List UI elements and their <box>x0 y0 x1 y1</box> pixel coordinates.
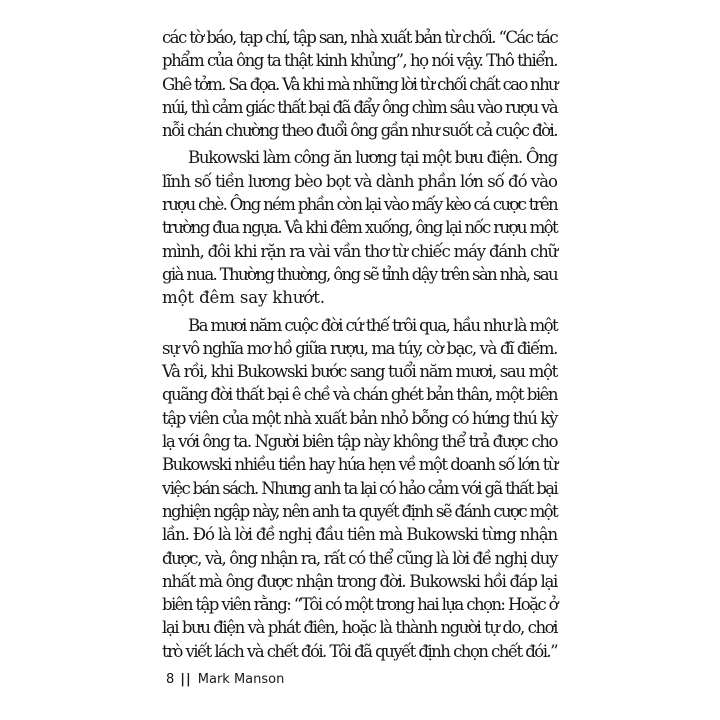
paragraph-2 <box>162 146 557 309</box>
footer-separator: || <box>180 672 192 687</box>
author-name: Mark Manson <box>197 672 285 687</box>
text-line: nhất mà ông được nhận trong đời. Bukowski hồi đáp lại <box>162 571 557 591</box>
text-line: rượu chè. Ông ném phần còn lại vào mấy kèo cá cược trên <box>162 195 557 215</box>
text-line: lĩnh số tiền lương bèo bọt và dành phần lớn số đó vào <box>162 171 557 191</box>
text-line: Ghê tởm. Sa đọa. Và khi mà những lời từ chối chất cao như <box>162 74 557 94</box>
text-line: lần. Đó là lời đề nghị đầu tiên mà Bukowski từng nhận <box>162 525 557 545</box>
text-line: Và rồi, khi Bukowski bước sang tuổi năm mươi, sau một <box>162 362 557 382</box>
text-line: việc bán sách. Nhưng anh ta lại có hảo cảm với gã thất bại <box>162 478 557 498</box>
page-number: 8 <box>166 672 175 687</box>
text-line: một đêm say khướt. <box>162 288 325 308</box>
paragraph-1 <box>162 26 557 142</box>
text-line: núi, thì cảm giác thất bại đã đẩy ông chìm sâu vào rượu và <box>162 97 557 117</box>
text-line: lại bưu điện và phát điên, hoặc là thành người tự do, chơi <box>162 618 557 638</box>
text-line: phẩm của ông ta thật kinh khủng”, họ nói vậy. Thô thiển. <box>162 51 557 71</box>
text-line: nỗi chán chường theo đuổi ông gần như suốt cả cuộc đời. <box>162 121 557 141</box>
text-line: Bukowski làm công ăn lương tại một bưu điện. Ông <box>188 148 557 168</box>
text-line: tập viên của một nhà xuất bản nhỏ bỗng có hứng thú kỳ <box>162 408 557 428</box>
text-line: lạ với ông ta. Người biên tập này không thể trả được cho <box>162 432 557 452</box>
paragraph-3 <box>162 314 557 663</box>
text-line: Ba mươi năm cuộc đời cứ thế trôi qua, hầu như là một <box>188 315 557 335</box>
text-line: được, và, ông nhận ra, rất có thể cũng là lời đề nghị duy <box>162 548 557 568</box>
page-footer <box>166 672 284 687</box>
text-line: quãng đời thất bại ê chề và chán ghét bản thân, một biên <box>162 385 557 405</box>
text-line: trò viết lách và chết đói. Tôi đã quyết định chọn chết đói.” <box>162 641 557 661</box>
text-line: biên tập viên rằng: “Tôi có một trong hai lựa chọn: Hoặc ở <box>162 595 557 615</box>
body-text <box>162 26 557 663</box>
text-line: các tờ báo, tạp chí, tập san, nhà xuất bản từ chối. “Các tác <box>162 28 557 47</box>
text-line: mình, đôi khi rặn ra vài vần thơ từ chiếc máy đánh chữ <box>162 241 557 261</box>
text-line: Bukowski nhiều tiền hay hứa hẹn về một doanh số lớn từ <box>162 455 557 475</box>
text-line: trường đua ngựa. Và khi đêm xuống, ông lại nốc rượu một <box>162 218 557 238</box>
text-line: sự vô nghĩa mơ hồ giữa rượu, ma túy, cờ bạc, và đĩ điếm. <box>162 338 557 358</box>
text-line: già nua. Thường thường, ông sẽ tỉnh dậy trên sàn nhà, sau <box>162 264 557 284</box>
text-line: nghiện ngập này, nên anh ta quyết định sẽ đánh cược một <box>162 501 557 521</box>
